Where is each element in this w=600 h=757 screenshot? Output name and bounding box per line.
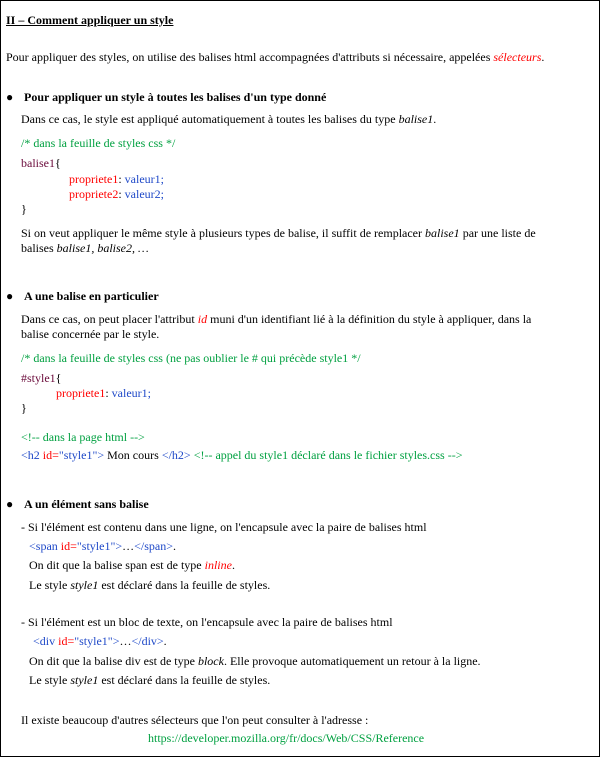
span-type-term: inline [204,558,232,572]
h2-comment: <!-- appel du style1 déclaré dans le fichier styles.css --> [190,448,463,462]
part1-heading [6,90,326,105]
span-open-tag: <span [29,539,61,553]
h2-text: Mon cours [104,448,162,462]
part3-heading [6,497,149,512]
span-declared-end: est déclaré dans la feuille de styles. [98,578,271,592]
div-declared-term: style1 [70,673,99,687]
h2-bracket: > [97,448,105,462]
part2-heading-text: A une balise en particulier [24,289,159,303]
span-attr: id= [60,539,77,553]
part1-decl1-prop: propriete1 [69,172,119,186]
part1-note2-term: balise1, balise2, … [56,241,149,255]
part1-selector: balise1 [21,156,55,170]
h2-attr-value: "style1" [58,448,98,462]
part3-div-type [29,654,481,669]
part2-text: Dans ce cas, on peut placer l'attribut [21,312,198,326]
part1-decl2-prop: propriete2 [69,187,119,201]
part2-open-brace: { [55,371,62,385]
div-end-tag: </div> [131,634,164,648]
section-title: II – Comment appliquer un style [6,13,174,27]
part1-declaration-1: propriete1: valeur1; [69,172,164,186]
part1-heading-text: Pour appliquer un style à toutes les balises d'un type donné [24,90,327,104]
div-type-term: block [197,654,224,668]
div-dots: … [119,634,132,648]
part2-close-brace: } [21,401,27,415]
part1-text-end: . [433,112,437,126]
part2-html-comment: <!-- dans la page html --> [21,430,145,444]
div-declared-end: est déclaré dans la feuille de styles. [98,673,271,687]
span-attr-value: "style1" [76,539,116,553]
part2-text-term: id [197,312,208,326]
part2-selector-line [21,371,61,386]
part2-decl-prop: propriete1 [56,386,106,400]
part2-selector: #style1 [21,371,56,385]
part2-text-end: muni d'un identifiant lié à la définition du style à appliquer, dans la [207,312,532,326]
bullet-icon: ● [6,289,14,303]
div-bracket: > [112,634,120,648]
part1-note-line2 [21,241,149,256]
part1-text-body: Dans ce cas, le style est appliqué automatiquement à toutes les balises du type [21,112,399,126]
span-end-tag: </span> [134,539,173,553]
h2-end-tag: </h2> [161,448,191,462]
part3-span-code [29,539,176,554]
part3-div-declared [29,673,270,688]
part3-span-type [29,558,235,573]
part2-h2-line [21,448,462,463]
intro-end: . [541,50,545,64]
part2-declaration: propriete1: valeur1; [56,386,151,400]
part1-note-line1 [21,226,536,241]
part1-declaration-2: propriete2: valeur2; [69,187,164,201]
span-declared-text: Le style [29,578,71,592]
part1-note2-text: balises [21,241,57,255]
div-attr: id= [58,634,75,648]
footer-text: Il existe beaucoup d'autres sélecteurs que l'on peut consulter à l'adresse : [21,713,369,727]
part1-note-text: Si on veut appliquer le même style à plusieurs types de balise, il suffit de remplacer [21,226,426,240]
div-type-text: On dit que la balise div est de type [29,654,198,668]
h2-open-tag: <h2 [21,448,43,462]
part1-open-brace: { [55,156,61,170]
part3-div-code [33,634,167,649]
intro-text: Pour appliquer des styles, on utilise des balises html accompagnées d'attributs si nécessaire, appelées [6,50,494,64]
bullet-icon: ● [6,90,14,104]
reference-link[interactable]: https://developer.mozilla.org/fr/docs/Web/CSS/Reference [148,731,425,745]
part2-css-comment: /* dans la feuille de styles css (ne pas oublier le # qui précède style1 */ [21,351,361,365]
part1-selector-line [21,156,61,171]
bullet-icon: ● [6,497,14,511]
part2-decl-val: valeur1; [111,386,151,400]
part3-span-intro: - Si l'élément est contenu dans une ligne, on l'encapsule avec la paire de balises html [21,520,427,534]
intro-paragraph [6,50,544,65]
part2-heading [6,289,159,304]
div-attr-value: "style1" [74,634,113,648]
part2-text-line2: balise concernée par le style. [21,327,160,341]
div-declared-text: Le style [29,673,71,687]
span-period: . [173,539,176,553]
part1-css-comment: /* dans la feuille de styles css */ [21,136,176,150]
part1-decl2-val: valeur2; [124,187,164,201]
part1-close-brace: } [21,202,27,216]
intro-term: sélecteurs [493,50,542,64]
part1-text [21,112,436,127]
part1-decl1-val: valeur1; [124,172,164,186]
part3-div-intro: - Si l'élément est un bloc de texte, on l'encapsule avec la paire de balises html [21,615,393,629]
span-dots: … [122,539,135,553]
part1-text-term: balise1 [398,112,434,126]
part3-span-declared [29,578,270,593]
span-type-text: On dit que la balise span est de type [29,558,205,572]
part1-note-term: balise1 [425,226,460,240]
span-declared-term: style1 [70,578,99,592]
part3-heading-text: A un élément sans balise [24,497,149,511]
div-period: . [163,634,167,648]
span-type-end: . [231,558,235,572]
div-type-end: . Elle provoque automatiquement un retour à la ligne. [223,654,481,668]
div-open-tag: <div [33,634,59,648]
part2-text-line1 [21,312,531,327]
span-bracket: > [115,539,123,553]
part1-note-end: par une liste de [459,226,536,240]
h2-attr: id= [42,448,59,462]
